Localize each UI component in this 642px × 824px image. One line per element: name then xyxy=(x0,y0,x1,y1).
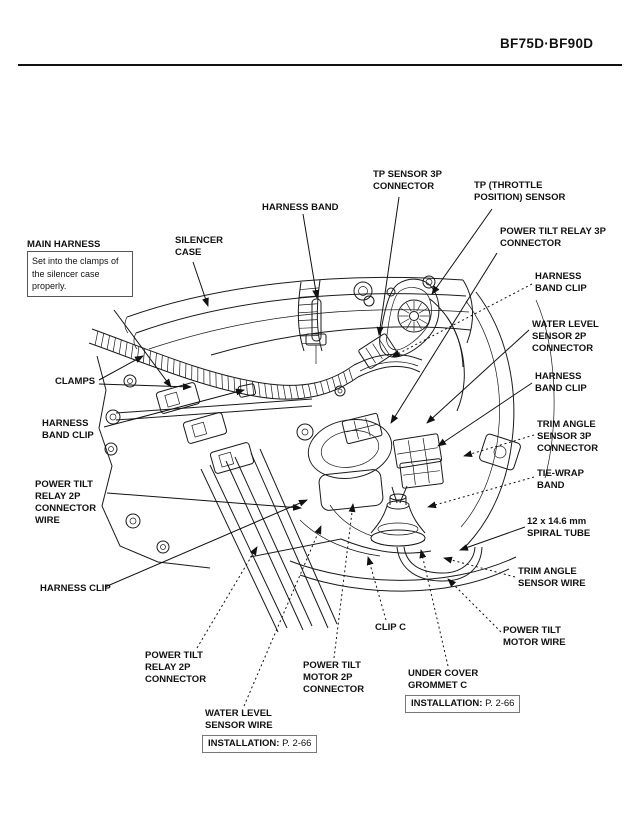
leader-harness-band-clip-r2 xyxy=(438,383,532,446)
callout-power-tilt-motor-wire: POWER TILT MOTOR WIRE xyxy=(503,625,566,648)
leader-harness-band xyxy=(303,214,317,298)
installation-page: P. 2-66 xyxy=(282,738,312,749)
grommet-drawing xyxy=(371,494,425,546)
callout-water-level-sensor-2p-connector: WATER LEVEL SENSOR 2P CONNECTOR xyxy=(532,319,599,354)
callout-harness-clip: HARNESS CLIP xyxy=(40,583,111,594)
callout-power-tilt-motor-2p-connector: POWER TILT MOTOR 2P CONNECTOR xyxy=(303,660,365,695)
leader-silencer-case xyxy=(193,262,208,306)
leader-under-cover-grommet-c xyxy=(421,550,448,666)
callout-harness-band-clip-r1: HARNESS BAND CLIP xyxy=(535,271,587,294)
callout-spiral-tube: 12 x 14.6 mm SPIRAL TUBE xyxy=(527,516,591,539)
installation-box-grommet xyxy=(405,695,520,713)
page-title: BF75D·BF90D xyxy=(500,36,594,51)
harness-band-drawing xyxy=(306,299,326,364)
callout-power-tilt-relay-2p-connector: POWER TILT RELAY 2P CONNECTOR xyxy=(145,650,207,685)
callout-harness-band: HARNESS BAND xyxy=(262,202,339,213)
leader-trim-angle-sensor-3p-connector xyxy=(464,435,534,456)
tp-connector-drawing xyxy=(358,333,397,369)
callout-harness-band-clip-left: HARNESS BAND CLIP xyxy=(42,418,94,441)
callout-under-cover-grommet-c: UNDER COVER GROMMET C xyxy=(408,668,479,691)
leader-clip-c xyxy=(368,557,386,620)
leader-power-tilt-motor-2p-connector xyxy=(334,504,353,658)
leader-tp-sensor-3p-connector xyxy=(379,197,399,335)
leader-harness-band-clip-left xyxy=(104,390,244,427)
callout-clamps: CLAMPS xyxy=(55,376,96,387)
callout-trim-angle-sensor-wire: TRIM ANGLE SENSOR WIRE xyxy=(518,566,586,589)
leader-tie-wrap-band xyxy=(428,477,534,507)
callout-main-harness: MAIN HARNESS xyxy=(27,239,101,250)
callout-clip-c: CLIP C xyxy=(375,622,406,633)
leader-power-tilt-motor-wire xyxy=(448,579,501,632)
callout-harness-band-clip-r2: HARNESS BAND CLIP xyxy=(535,371,587,394)
callout-silencer-case: SILENCER CASE xyxy=(175,235,224,258)
callout-tp-sensor: TP (THROTTLE POSITION) SENSOR xyxy=(474,180,566,203)
main-harness-drawing xyxy=(89,329,422,399)
installation-label: INSTALLATION: xyxy=(411,698,483,709)
leader-tp-sensor xyxy=(432,209,492,294)
installation-label: INSTALLATION: xyxy=(208,738,280,749)
leader-main-harness xyxy=(114,310,171,387)
callout-water-level-sensor-wire: WATER LEVEL SENSOR WIRE xyxy=(205,708,273,731)
callout-power-tilt-relay-3p-connector: POWER TILT RELAY 3P CONNECTOR xyxy=(500,226,606,249)
installation-box-water-level xyxy=(202,735,317,753)
callout-trim-angle-sensor-3p-connector: TRIM ANGLE SENSOR 3P CONNECTOR xyxy=(537,419,599,454)
leader-spiral-tube xyxy=(460,527,525,550)
installation-page: P. 2-66 xyxy=(485,698,515,709)
leader-power-tilt-relay-2p-connector xyxy=(197,547,257,648)
main-harness-note: Set into the clamps of the silencer case properly. xyxy=(27,251,133,297)
leader-lines xyxy=(99,197,534,706)
callout-tie-wrap-band: TIE-WRAP BAND xyxy=(537,468,584,491)
leader-harness-clip xyxy=(105,500,307,587)
callout-power-tilt-relay-2p-connector-wire: POWER TILT RELAY 2P CONNECTOR WIRE xyxy=(35,479,97,526)
callout-tp-sensor-3p-connector: TP SENSOR 3P CONNECTOR xyxy=(373,169,442,192)
